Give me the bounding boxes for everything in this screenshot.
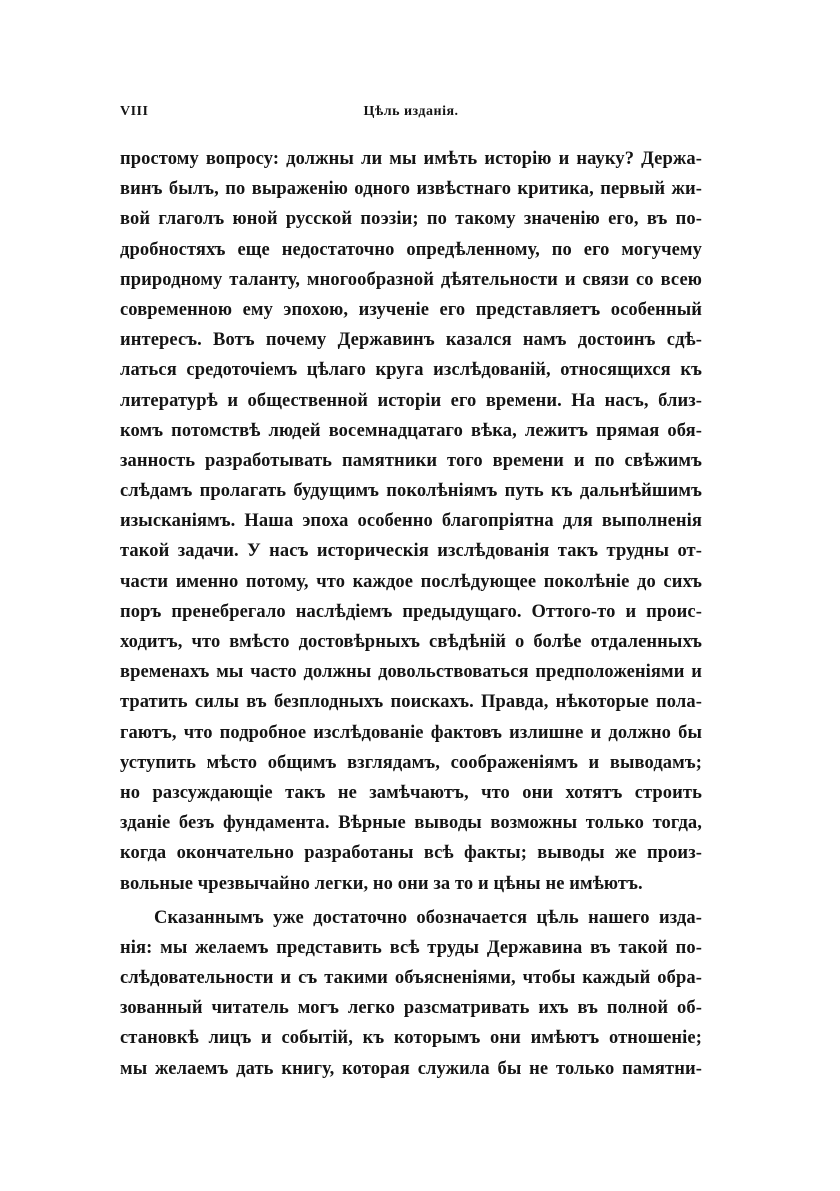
text-line: но разсуждающіе такъ не замѣчаютъ, что они хотятъ строить: [120, 782, 702, 803]
text-line: природному таланту, многообразной дѣятельности и связи со всею: [120, 269, 702, 290]
text-line: винъ былъ, по выраженію одного извѣстнаго критика, первый жи-: [120, 179, 702, 200]
text-line: слѣдамъ пролагать будущимъ поколѣніямъ путь къ дальнѣйшимъ: [120, 481, 702, 502]
text-line: такой задачи. У насъ историческія изслѣдованія такъ трудны от-: [120, 541, 702, 562]
text-line: части именно потому, что каждое послѣдующее поколѣніе до сихъ: [120, 571, 702, 592]
text-line: зованный читатель могъ легко разсматривать ихъ въ полной об-: [120, 998, 702, 1019]
text-line: временахъ мы часто должны довольствоваться предположеніями и: [120, 662, 702, 683]
text-line: тратить силы въ безплодныхъ поискахъ. Правда, нѣкоторые пола-: [120, 692, 702, 713]
text-line: поръ пренебрегало наслѣдіемъ предыдущаго. Оттого-то и проис-: [120, 601, 702, 622]
running-title: Цѣль изданія.: [363, 104, 459, 119]
text-line: современною ему эпохою, изученіе его представляетъ особенный: [120, 299, 702, 320]
text-line: когда окончательно разработаны всѣ факты; выводы же произ-: [120, 843, 702, 864]
paragraph: [120, 144, 702, 899]
text-line: дробностяхъ еще недостаточно опредѣленному, по его могучему: [120, 239, 702, 260]
text-line: латься средоточіемъ цѣлаго круга изслѣдованій, относящихся къ: [120, 360, 702, 381]
text-line: занность разработывать памятники того времени и по свѣжимъ: [120, 450, 702, 471]
text-line: слѣдовательности и съ такими объясненіями, чтобы каждый обра-: [120, 968, 702, 989]
text-line: простому вопросу: должны ли мы имѣть исторію и науку? Держа-: [120, 149, 702, 169]
text-line: гаютъ, что подробное изслѣдованіе фактовъ излишне и должно бы: [120, 722, 702, 743]
text-line: вой глаголъ юной русской поэзіи; по такому значенію его, въ по-: [120, 209, 702, 230]
text-line: вольные чрезвычайно легки, но они за то и цѣны не имѣютъ.: [120, 873, 643, 894]
text-line: ходитъ, что вмѣсто достовѣрныхъ свѣдѣній о болѣе отдаленныхъ: [120, 632, 702, 652]
body-text: [120, 144, 702, 1084]
text-line: литературѣ и общественной исторіи его времени. На насъ, близ-: [120, 390, 702, 411]
text-line: интересъ. Вотъ почему Державинъ казался намъ достоинъ сдѣ-: [120, 330, 702, 351]
text-line: становкѣ лицъ и событій, къ которымъ они имѣютъ отношеніе;: [120, 1028, 702, 1049]
text-line: зданіе безъ фундамента. Вѣрные выводы возможны только тогда,: [120, 813, 702, 834]
text-line: мы желаемъ дать книгу, которая служила бы не только памятни-: [120, 1058, 702, 1079]
paragraph: [120, 903, 702, 1084]
text-line: комъ потомствѣ людей восемнадцатаго вѣка, лежитъ прямая обя-: [120, 420, 702, 441]
running-header: [120, 104, 702, 128]
text-line: уступить мѣсто общимъ взглядамъ, соображеніямъ и выводамъ;: [120, 752, 702, 773]
text-line: изысканіямъ. Наша эпоха особенно благопріятна для выполненія: [120, 511, 702, 532]
page-number: VIII: [120, 104, 149, 119]
text-line: нія: мы желаемъ представить всѣ труды Державина въ такой по-: [120, 937, 702, 958]
text-line: Сказаннымъ уже достаточно обозначается цѣль нашего изда-: [154, 907, 702, 928]
